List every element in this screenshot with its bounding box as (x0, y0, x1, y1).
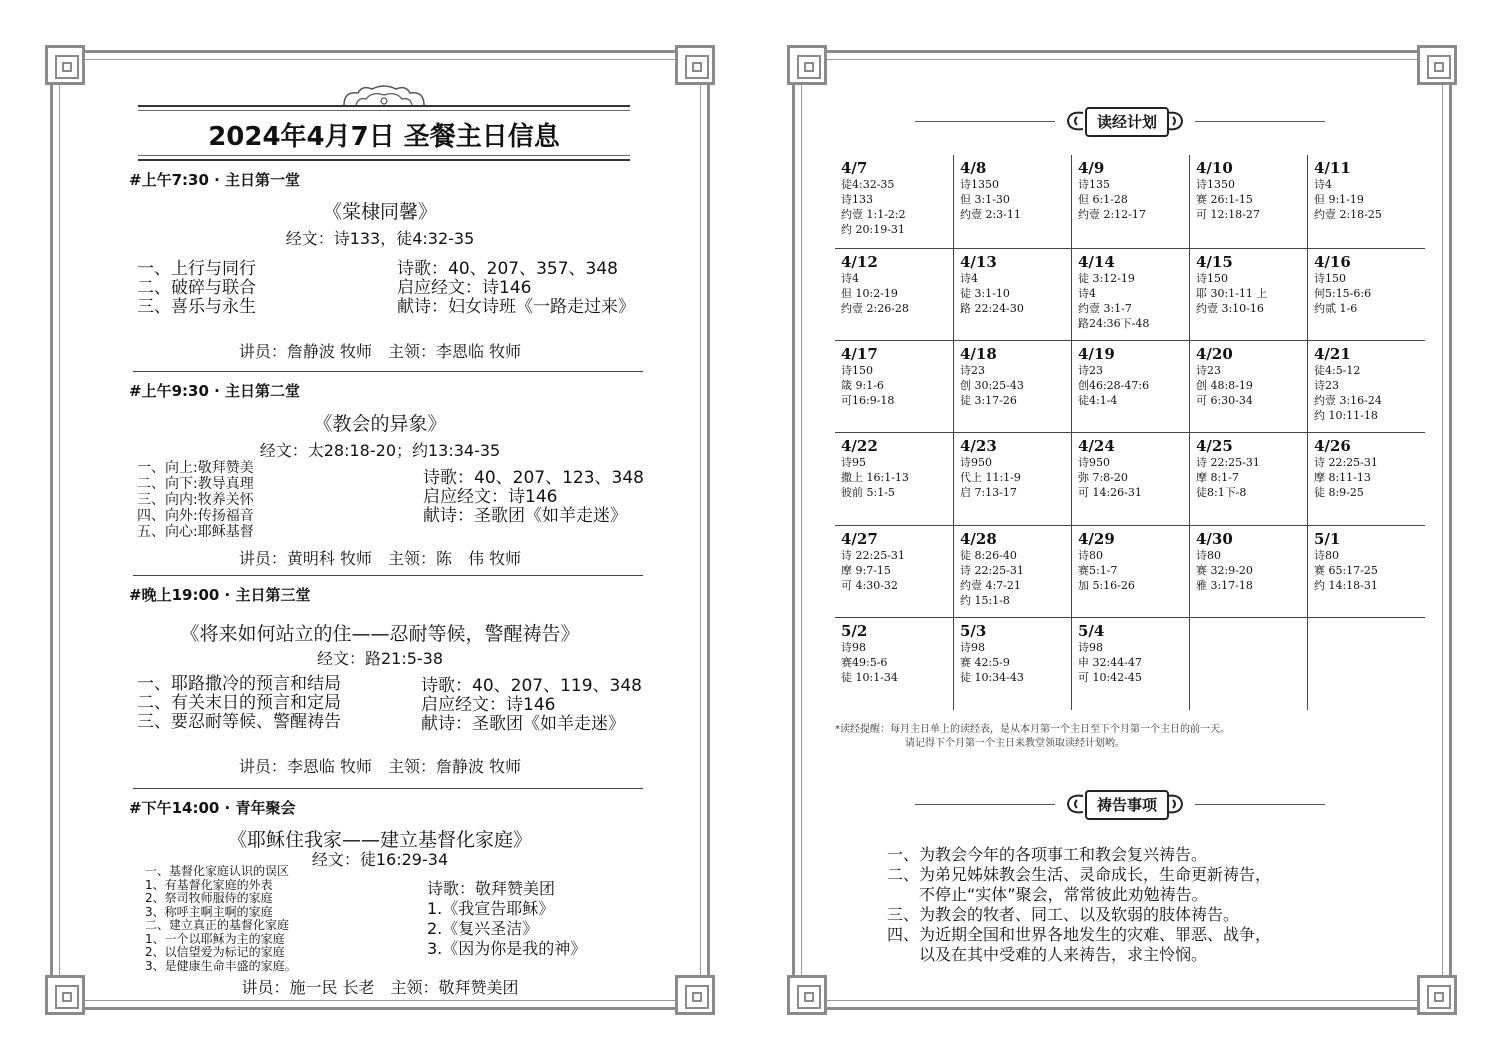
calendar-reading: 可16:9-18 (841, 394, 895, 407)
calendar-reading: 耶 30:1-11 上 (1195, 287, 1268, 300)
outline-point: 一、向上:敬拜赞美 (137, 460, 254, 476)
calendar-cell (1071, 526, 1189, 617)
calendar-reading: 赛 32:9-20 (1195, 564, 1253, 577)
reading-calendar (835, 155, 1425, 710)
calendar-cell (835, 155, 953, 248)
calendar-date: 4/18 (959, 345, 997, 363)
calendar-reading: 可 10:42-45 (1077, 671, 1142, 684)
calendar-cell (1189, 155, 1307, 248)
calendar-cell (835, 249, 953, 340)
calendar-date: 4/23 (959, 437, 997, 455)
calendar-cell (1071, 155, 1189, 248)
calendar-cell (1307, 249, 1425, 340)
song-item: 2.《复兴圣洁》 (427, 919, 539, 938)
calendar-reading: 诗 22:25-31 (841, 549, 905, 562)
calendar-reading: 约壹 2:26-28 (841, 302, 909, 315)
calendar-reading: 徒 3:17-26 (959, 394, 1017, 407)
calendar-reading: 徒8:1下-8 (1195, 486, 1247, 499)
hymns: 诗歌：40、207、123、348 (423, 468, 644, 488)
calendar-date: 4/29 (1077, 530, 1115, 548)
calendar-reading: 诗 22:25-31 (959, 564, 1024, 577)
calendar-date: 4/12 (841, 253, 878, 271)
calendar-reading: 赛 26:1-15 (1195, 193, 1253, 206)
service-3-sermon-title: 《将来如何站立的住——忍耐等候，警醒祷告》 (180, 623, 580, 645)
calendar-reading: 约 14:18-31 (1313, 579, 1378, 592)
calendar-cell (1189, 433, 1307, 525)
outline-point: 三、要忍耐等候、警醒祷告 (137, 712, 341, 732)
service-3-heading: #晚上19:00 · 主日第三堂 (129, 586, 311, 604)
calendar-reading: 约壹 3:16-24 (1313, 394, 1382, 407)
scroll-ornament-icon (1063, 109, 1085, 133)
calendar-reading: 诗 22:25-31 (1195, 456, 1260, 469)
service-2-heading: #上午9:30 · 主日第二堂 (129, 382, 301, 400)
calendar-reading: 诗23 (959, 364, 985, 377)
service-2-scripture: 经文：太28:18-20；约13:34-35 (259, 441, 501, 460)
calendar-date: 4/28 (959, 530, 997, 548)
calendar-reading: 诗23 (1195, 364, 1221, 377)
service-2-sermon-title: 《教会的异象》 (313, 413, 447, 435)
calendar-cell (1189, 618, 1307, 710)
service-2-info (423, 469, 644, 526)
reading-plan-banner (1063, 107, 1187, 137)
outline-point: 三、向内:牧养关怀 (137, 492, 254, 508)
page-title: 2024年4月7日 圣餐主日信息 (208, 122, 560, 152)
service-3-scripture: 经文：路21:5-38 (316, 649, 444, 668)
calendar-date: 4/24 (1077, 437, 1115, 455)
calendar-reading: 约 20:19-31 (841, 223, 905, 236)
calendar-reading: 诗98 (959, 641, 985, 654)
calendar-cell (953, 526, 1071, 617)
calendar-reading: 可 12:18-27 (1195, 208, 1260, 221)
responsive-reading: 启应经文：诗146 (423, 487, 558, 507)
service-1-sermon-title: 《棠棣同馨》 (322, 201, 437, 223)
prayer-item: 以及在其中受难的人来祷告，求主怜悯。 (887, 945, 1208, 964)
calendar-reading: 创46:28-47:6 (1077, 379, 1150, 392)
calendar-cell (835, 341, 953, 432)
prayer-title: 祷告事项 (1085, 790, 1169, 820)
service-1-speaker: 讲员：詹静波 牧师 主领：李恩临 牧师 (238, 342, 522, 361)
outline-point: 五、向心:耶稣基督 (137, 524, 254, 540)
calendar-reading: 诗133 (841, 193, 873, 206)
anthem: 献诗：圣歌团《如羊走迷》 (423, 506, 627, 526)
calendar-reading: 代上 11:1-9 (959, 471, 1021, 484)
sermon-page (50, 50, 710, 1010)
calendar-reading: 申 32:44-47 (1077, 656, 1142, 669)
calendar-cell (953, 618, 1071, 710)
calendar-reading: 撒上 16:1-13 (841, 471, 909, 484)
calendar-reading: 诗1350 (959, 178, 999, 191)
anthem: 献诗：妇女诗班《一路走过来》 (397, 297, 635, 317)
calendar-reading: 诗4 (1313, 178, 1332, 191)
corner-ornament (1417, 975, 1457, 1015)
calendar-date: 4/27 (841, 530, 878, 548)
service-2-speaker: 讲员：黄明科 牧师 主领：陈 伟 牧师 (238, 549, 522, 568)
calendar-reading: 诗4 (959, 272, 978, 285)
scroll-ornament-icon (1165, 792, 1187, 816)
service-4-info (427, 879, 586, 959)
anthem: 献诗：圣歌团《如羊走迷》 (421, 714, 625, 734)
calendar-date: 4/17 (841, 345, 878, 363)
service-4-speaker: 讲员：施一民 长老 主领：敬拜赞美团 (241, 978, 519, 997)
calendar-date: 4/30 (1195, 530, 1233, 548)
calendar-reading: 约 10:11-18 (1313, 409, 1378, 422)
calendar-reading: 约 15:1-8 (959, 594, 1010, 607)
calendar-row (835, 618, 1425, 710)
responsive-reading: 启应经文：诗146 (421, 695, 556, 715)
calendar-row (835, 341, 1425, 433)
service-3-outline (137, 675, 341, 732)
outline-point: 3、是健康生命丰盛的家庭。 (145, 958, 297, 973)
calendar-reading: 但 9:1-19 (1313, 193, 1364, 206)
calendar-reading: 约壹 3:1-7 (1077, 302, 1132, 315)
cloud-ornament-icon (336, 83, 432, 107)
calendar-reading: 但 6:1-28 (1077, 193, 1128, 206)
calendar-cell (953, 155, 1071, 248)
calendar-reading: 但 3:1-30 (959, 193, 1010, 206)
outline-point: 二、建立真正的基督化家庭 (145, 918, 290, 932)
service-3-speaker: 讲员：李恩临 牧师 主领：詹静波 牧师 (238, 757, 522, 776)
calendar-cell (1071, 618, 1189, 710)
scroll-ornament-icon (1165, 109, 1187, 133)
service-3-info (421, 677, 642, 734)
hymns: 诗歌：40、207、357、348 (397, 259, 618, 279)
calendar-date: 4/22 (841, 437, 878, 455)
calendar-reading: 约壹 1:1-2:2 (841, 208, 906, 221)
outline-point: 1、一个以耶稣为主的家庭 (145, 931, 285, 946)
reading-note: *读经提醒：每月主日单上的读经表，是从本月第一个主日至下个月第一个主日的前一天。 (835, 724, 1230, 735)
calendar-date: 5/1 (1313, 530, 1341, 548)
calendar-date: 4/13 (959, 253, 997, 271)
calendar-reading: 约壹 3:10-16 (1195, 302, 1264, 315)
calendar-reading: 约壹 4:7-21 (959, 579, 1021, 592)
calendar-date: 4/10 (1195, 159, 1233, 177)
corner-ornament (675, 975, 715, 1015)
banner-rule (915, 804, 1055, 805)
calendar-date: 4/15 (1195, 253, 1233, 271)
service-1-heading: #上午7:30 · 主日第一堂 (129, 171, 301, 189)
corner-ornament (45, 45, 85, 85)
calendar-reading: 摩 8:1-7 (1195, 471, 1239, 484)
outline-point: 一、耶路撒冷的预言和结局 (137, 674, 341, 694)
outline-point: 三、喜乐与永生 (137, 297, 256, 317)
banner-rule (1195, 804, 1325, 805)
calendar-cell (1071, 341, 1189, 432)
calendar-reading: 创 30:25-43 (959, 379, 1024, 392)
calendar-reading: 约贰 1-6 (1313, 302, 1358, 315)
corner-ornament (675, 45, 715, 85)
calendar-cell (1189, 249, 1307, 340)
reading-note-2: 请记得下个月第一个主日来教堂领取读经计划哟。 (905, 738, 1125, 749)
calendar-date: 4/20 (1195, 345, 1233, 363)
calendar-reading: 摩 9:7-15 (841, 564, 891, 577)
calendar-date: 4/19 (1077, 345, 1115, 363)
calendar-reading: 诗150 (1195, 272, 1228, 285)
outline-point: 二、有关末日的预言和定局 (137, 693, 341, 713)
calendar-reading: 徒4:1-4 (1077, 394, 1118, 407)
prayer-banner (1063, 790, 1187, 820)
calendar-reading: 诗1350 (1195, 178, 1235, 191)
calendar-reading: 诗23 (1313, 379, 1339, 392)
service-1-info (397, 260, 635, 317)
hymns: 诗歌：40、207、119、348 (421, 676, 642, 696)
calendar-reading: 摩 8:11-13 (1313, 471, 1371, 484)
calendar-date: 4/14 (1077, 253, 1115, 271)
calendar-date: 4/11 (1313, 159, 1351, 177)
calendar-reading: 箴 9:1-6 (841, 379, 884, 392)
calendar-reading: 弥 7:8-20 (1077, 471, 1128, 484)
calendar-cell (1307, 155, 1425, 248)
song-item: 3.《因为你是我的神》 (427, 939, 587, 958)
divider (133, 371, 643, 372)
calendar-reading: 诗95 (841, 456, 866, 469)
calendar-reading: 徒 3:1-10 (959, 287, 1010, 300)
calendar-reading: 诗80 (1313, 549, 1339, 562)
calendar-reading: 诗23 (1077, 364, 1103, 377)
calendar-row (835, 526, 1425, 618)
calendar-reading: 诗98 (841, 641, 866, 654)
calendar-reading: 约壹 2:3-11 (959, 208, 1021, 221)
outline-point: 四、向外:传扬福音 (137, 508, 254, 524)
calendar-cell (1071, 249, 1189, 340)
service-4-scripture: 经文：徒16:29-34 (311, 850, 449, 869)
service-4-sermon-title: 《耶稣住我家——建立基督化家庭》 (227, 829, 532, 851)
calendar-cell (835, 433, 953, 525)
song-item: 1.《我宣告耶稣》 (427, 899, 555, 918)
prayer-list (887, 845, 1271, 965)
outline-point: 2、祭司牧师服侍的家庭 (145, 891, 273, 905)
divider (133, 575, 643, 576)
scroll-ornament-icon (1063, 792, 1085, 816)
calendar-cell (1307, 341, 1425, 432)
calendar-reading: 诗 22:25-31 (1313, 456, 1378, 469)
calendar-reading: 但 10:2-19 (841, 287, 898, 300)
responsive-reading: 启应经文：诗146 (397, 278, 532, 298)
calendar-cell (1071, 433, 1189, 525)
service-4-outline (145, 865, 297, 973)
calendar-cell (953, 249, 1071, 340)
outline-point: 1、有基督化家庭的外表 (145, 877, 273, 892)
calendar-reading: 诗135 (1077, 178, 1110, 191)
calendar-reading: 可 6:30-34 (1195, 394, 1253, 407)
calendar-cell (1307, 433, 1425, 525)
prayer-item: 三、为教会的牧者、同工、以及软弱的肢体祷告。 (887, 905, 1240, 924)
calendar-reading: 诗98 (1077, 641, 1103, 654)
calendar-reading: 赛49:5-6 (841, 656, 888, 669)
calendar-reading: 路 22:24-30 (959, 302, 1024, 315)
calendar-reading: 可 14:26-31 (1077, 486, 1142, 499)
reading-plan-title: 读经计划 (1085, 107, 1169, 137)
calendar-date: 4/21 (1313, 345, 1351, 363)
prayer-item: 四、为近期全国和世界各地发生的灾难、罪恶、战争， (887, 925, 1272, 944)
service-2-outline (137, 460, 254, 540)
calendar-reading: 诗150 (1313, 272, 1346, 285)
banner-rule (915, 121, 1055, 122)
prayer-item: 一、为教会今年的各项事工和教会复兴祷告。 (887, 845, 1208, 864)
service-4-heading: #下午14:00 · 青年聚会 (129, 799, 296, 817)
calendar-date: 4/8 (959, 159, 987, 177)
calendar-reading: 赛 65:17-25 (1313, 564, 1378, 577)
calendar-reading: 彼前 5:1-5 (841, 486, 895, 499)
outline-point: 二、向下:教导真理 (137, 476, 254, 492)
calendar-cell (1189, 526, 1307, 617)
banner-rule (1195, 121, 1325, 122)
calendar-date: 5/3 (959, 622, 987, 640)
calendar-date: 4/7 (841, 159, 868, 177)
calendar-reading: 雅 3:17-18 (1195, 579, 1253, 592)
calendar-reading: 徒 10:34-43 (959, 671, 1024, 684)
outline-point: 2、以信望爱为标记的家庭 (145, 945, 285, 959)
prayer-item: 二、为弟兄姊妹教会生活、灵命成长，生命更新祷告， (887, 865, 1272, 884)
corner-ornament (787, 975, 827, 1015)
calendar-reading: 创 48:8-19 (1195, 379, 1253, 392)
calendar-reading: 徒 8:9-25 (1313, 486, 1364, 499)
calendar-reading: 徒4:5-12 (1313, 364, 1361, 377)
prayer-item: 不停止“实体”聚会，常常彼此劝勉祷告。 (887, 885, 1208, 904)
calendar-reading: 启 7:13-17 (959, 486, 1017, 499)
calendar-cell (953, 433, 1071, 525)
calendar-reading: 诗80 (1195, 549, 1221, 562)
calendar-reading: 诗950 (1077, 456, 1110, 469)
calendar-reading: 赛 42:5-9 (959, 656, 1010, 669)
calendar-reading: 诗950 (959, 456, 992, 469)
title-banner (138, 105, 630, 161)
calendar-reading: 诗80 (1077, 549, 1103, 562)
calendar-date: 4/16 (1313, 253, 1351, 271)
calendar-date: 5/4 (1077, 622, 1105, 640)
divider (133, 788, 643, 789)
outline-point: 二、破碎与联合 (137, 278, 256, 298)
calendar-reading: 路24:36下-48 (1077, 317, 1150, 330)
calendar-row (835, 249, 1425, 341)
calendar-reading: 可 4:30-32 (841, 579, 898, 592)
corner-ornament (45, 975, 85, 1015)
calendar-cell (835, 526, 953, 617)
corner-ornament (787, 45, 827, 85)
calendar-reading: 徒 3:12-19 (1077, 272, 1135, 285)
calendar-reading: 诗4 (841, 272, 859, 285)
calendar-row (835, 433, 1425, 526)
outline-point: 一、基督化家庭认识的误区 (145, 864, 290, 878)
calendar-cell (1307, 526, 1425, 617)
calendar-reading: 诗4 (1077, 287, 1096, 300)
outline-point: 一、上行与同行 (137, 259, 256, 279)
calendar-reading: 加 5:16-26 (1077, 579, 1135, 592)
calendar-reading: 何5:15-6:6 (1313, 287, 1372, 300)
calendar-reading: 诗150 (841, 364, 873, 377)
service-1-scripture: 经文：诗133，徒4:32-35 (285, 229, 475, 248)
service-1-outline (137, 260, 256, 317)
reading-plan-page (792, 50, 1452, 1010)
calendar-cell (1189, 341, 1307, 432)
calendar-reading: 徒 10:1-34 (841, 671, 898, 684)
calendar-reading: 约壹 2:18-25 (1313, 208, 1382, 221)
calendar-reading: 约壹 2:12-17 (1077, 208, 1146, 221)
calendar-row (835, 155, 1425, 249)
calendar-cell (953, 341, 1071, 432)
outline-point: 3、称呼主啊主啊的家庭 (145, 904, 273, 919)
hymns: 诗歌：敬拜赞美团 (427, 879, 556, 898)
calendar-date: 4/26 (1313, 437, 1351, 455)
calendar-reading: 赛5:1-7 (1077, 564, 1118, 577)
calendar-date: 4/25 (1195, 437, 1233, 455)
corner-ornament (1417, 45, 1457, 85)
calendar-date: 4/9 (1077, 159, 1105, 177)
calendar-cell (835, 618, 953, 710)
calendar-date: 5/2 (841, 622, 868, 640)
calendar-cell (1307, 618, 1425, 710)
calendar-reading: 徒4:32-35 (841, 178, 895, 191)
calendar-reading: 徒 8:26-40 (959, 549, 1017, 562)
